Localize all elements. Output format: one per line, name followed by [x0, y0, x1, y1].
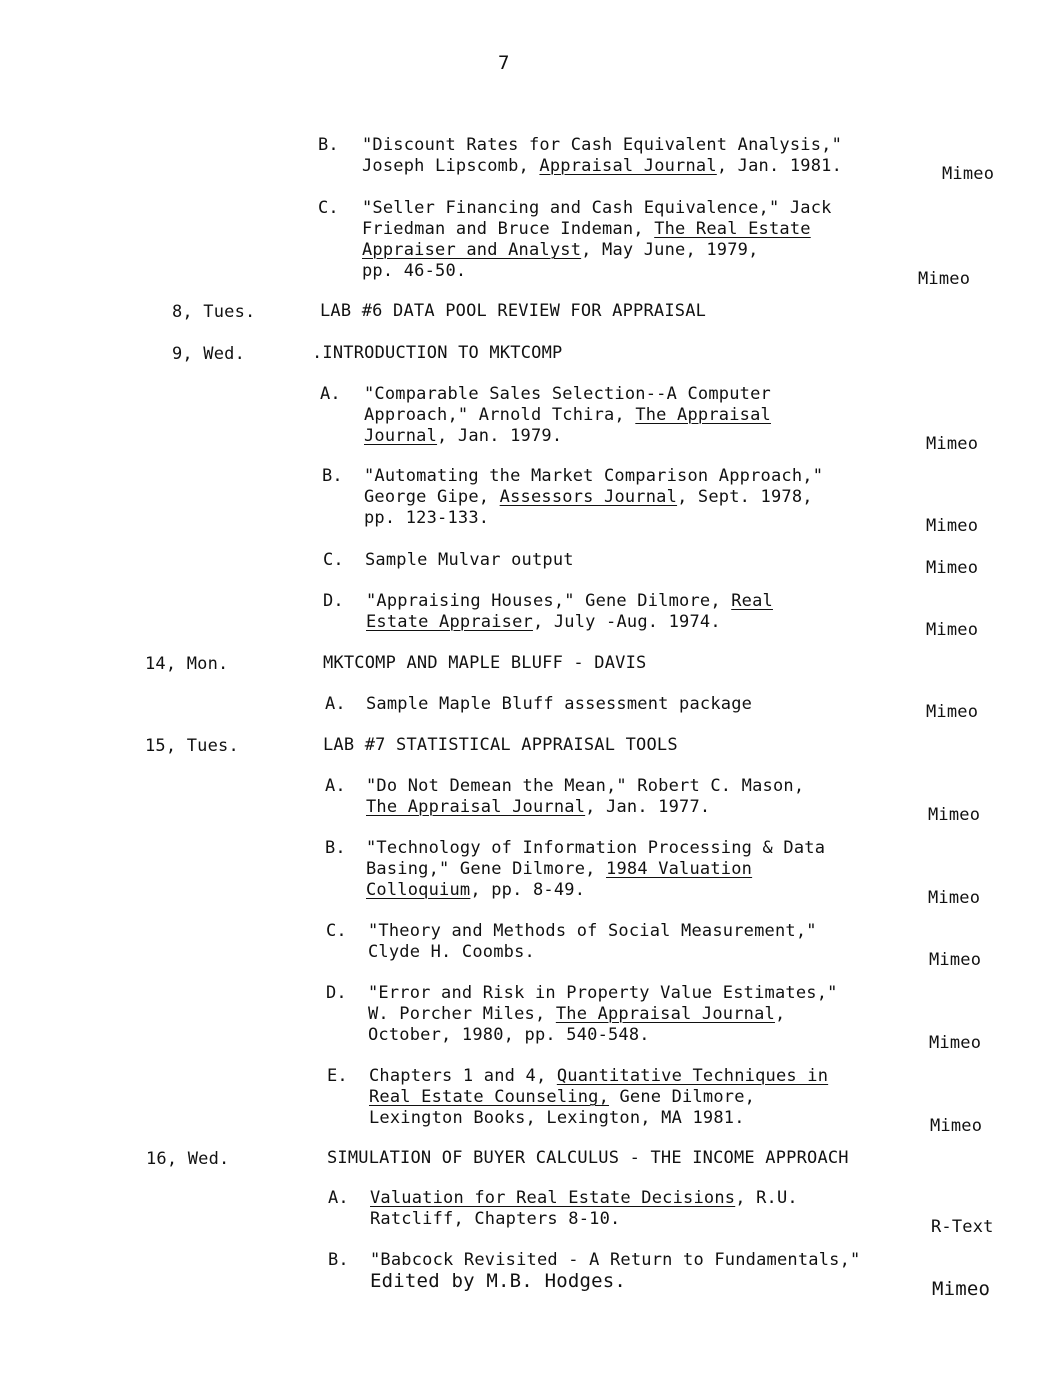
- citation-line: [368, 942, 535, 963]
- citation-line: [366, 776, 804, 797]
- item-letter: A.: [328, 1188, 349, 1208]
- session-date: 16, Wed.: [146, 1149, 230, 1169]
- page-number: 7: [498, 52, 510, 74]
- citation-text: "Error and Risk in Property Value Estimates,": [368, 983, 838, 1003]
- underlined-title: Quantitative Techniques in: [556, 1066, 829, 1086]
- source-type: Mimeo: [926, 516, 979, 536]
- underlined-title: Appraiser and Analyst: [362, 240, 582, 260]
- underlined-title: Estate Appraiser: [366, 612, 533, 632]
- item-letter: D.: [326, 983, 347, 1003]
- citation-text: , May June, 1979,: [581, 240, 759, 260]
- source-type: Mimeo: [918, 269, 971, 289]
- citation-text: Edited by M.B. Hodges.: [370, 1270, 627, 1292]
- citation-line: [366, 591, 773, 612]
- citation-line: [368, 1025, 650, 1046]
- citation-text: ,: [774, 1004, 786, 1024]
- citation-line: [364, 384, 771, 405]
- citation-line: [362, 219, 811, 240]
- item-letter: B.: [318, 135, 339, 155]
- citation-line: [364, 405, 771, 426]
- citation-line: [362, 156, 842, 177]
- citation-text: Lexington Books, Lexington, MA 1981.: [369, 1108, 745, 1128]
- underlined-title: Journal: [364, 426, 438, 446]
- item-letter: B.: [325, 838, 346, 858]
- source-type: Mimeo: [932, 1278, 991, 1300]
- citation-line: [366, 859, 752, 880]
- citation-text: George Gipe,: [364, 487, 500, 507]
- citation-line: [364, 426, 562, 447]
- citation-text: Friedman and Bruce Indeman,: [362, 219, 655, 239]
- citation-text: W. Porcher Miles,: [368, 1004, 556, 1024]
- citation-line: [369, 1108, 745, 1129]
- item-letter: C.: [326, 921, 347, 941]
- citation-text: "Comparable Sales Selection--A Computer: [364, 384, 771, 404]
- source-type: Mimeo: [926, 620, 979, 640]
- citation-line: [362, 198, 832, 219]
- item-letter: A.: [320, 384, 341, 404]
- citation-text: pp. 123-133.: [364, 508, 490, 528]
- citation-line: [370, 1209, 620, 1230]
- citation-text: Basing," Gene Dilmore,: [366, 859, 607, 879]
- source-type: Mimeo: [928, 805, 981, 825]
- source-type: R-Text: [931, 1217, 994, 1237]
- citation-text: "Appraising Houses," Gene Dilmore,: [366, 591, 732, 611]
- citation-line: [368, 1004, 785, 1025]
- source-type: Mimeo: [926, 558, 979, 578]
- citation-line: [368, 921, 817, 942]
- citation-text: October, 1980, pp. 540-548.: [368, 1025, 650, 1045]
- citation-text: Joseph Lipscomb,: [362, 156, 540, 176]
- citation-line: [366, 797, 710, 818]
- citation-text: Sample Mulvar output: [365, 550, 574, 570]
- citation-line: [362, 135, 842, 156]
- session-date: 14, Mon.: [145, 654, 229, 674]
- citation-text: Gene Dilmore,: [609, 1087, 756, 1107]
- session-date: 15, Tues.: [145, 736, 239, 756]
- session-heading: LAB #7 STATISTICAL APPRAISAL TOOLS: [323, 735, 678, 755]
- underlined-title: Valuation for Real Estate Decisions: [370, 1188, 736, 1208]
- citation-line: [365, 550, 574, 571]
- citation-line: [366, 694, 752, 715]
- citation-text: , Sept. 1978,: [677, 487, 813, 507]
- item-letter: A.: [325, 776, 346, 796]
- citation-line: [370, 1271, 626, 1292]
- session-date: 8, Tues.: [172, 302, 256, 322]
- item-letter: C.: [318, 198, 339, 218]
- item-letter: D.: [323, 591, 344, 611]
- citation-line: [369, 1087, 755, 1108]
- underlined-title: The Appraisal Journal: [555, 1004, 775, 1024]
- session-heading: SIMULATION OF BUYER CALCULUS - THE INCOME APPROACH: [327, 1148, 849, 1168]
- citation-text: , Jan. 1981.: [716, 156, 843, 176]
- session-heading: MKTCOMP AND MAPLE BLUFF - DAVIS: [323, 653, 647, 673]
- citation-text: , Jan. 1977.: [585, 797, 711, 817]
- source-type: Mimeo: [926, 434, 979, 454]
- citation-text: "Automating the Market Comparison Approach,": [364, 466, 824, 486]
- citation-text: Chapters 1 and 4,: [369, 1066, 557, 1086]
- citation-line: [364, 466, 823, 487]
- citation-text: Clyde H. Coombs.: [368, 942, 535, 962]
- underlined-title: 1984 Valuation: [606, 859, 753, 879]
- underlined-title: The Appraisal Journal: [366, 797, 586, 817]
- citation-text: "Theory and Methods of Social Measurement,": [368, 921, 817, 941]
- citation-line: [366, 612, 721, 633]
- underlined-title: The Real Estate: [654, 219, 811, 239]
- citation-text: Ratcliff, Chapters 8-10.: [370, 1209, 621, 1229]
- citation-text: , Jan. 1979.: [437, 426, 563, 446]
- source-type: Mimeo: [929, 950, 982, 970]
- underlined-title: Real Estate Counseling,: [369, 1087, 610, 1107]
- citation-text: Sample Maple Bluff assessment package: [366, 694, 753, 714]
- underlined-title: The Appraisal: [635, 405, 771, 425]
- citation-line: [370, 1250, 860, 1271]
- underlined-title: Real: [731, 591, 773, 611]
- citation-text: "Seller Financing and Cash Equivalence," Jack: [362, 198, 832, 218]
- session-date: 9, Wed.: [172, 344, 246, 364]
- citation-text: "Do Not Demean the Mean," Robert C. Mason,: [366, 776, 805, 796]
- underlined-title: Appraisal Journal: [539, 156, 717, 176]
- source-type: Mimeo: [929, 1033, 982, 1053]
- citation-line: [370, 1188, 798, 1209]
- source-type: Mimeo: [930, 1116, 983, 1136]
- item-letter: E.: [327, 1066, 348, 1086]
- citation-line: [364, 508, 489, 529]
- session-heading: .INTRODUCTION TO MKTCOMP: [312, 343, 563, 363]
- citation-line: [366, 880, 585, 901]
- underlined-title: Colloquium: [366, 880, 471, 900]
- citation-text: , R.U.: [735, 1188, 798, 1208]
- item-letter: B.: [328, 1250, 349, 1270]
- session-heading: LAB #6 DATA POOL REVIEW FOR APPRAISAL: [320, 301, 707, 321]
- citation-text: pp. 46-50.: [362, 261, 467, 281]
- source-type: Mimeo: [928, 888, 981, 908]
- citation-text: "Technology of Information Processing & Data: [366, 838, 826, 858]
- citation-text: "Babcock Revisited - A Return to Fundamentals,": [370, 1250, 861, 1270]
- citation-text: "Discount Rates for Cash Equivalent Analysis,": [362, 135, 843, 155]
- citation-line: [362, 261, 466, 282]
- citation-text: , pp. 8-49.: [470, 880, 586, 900]
- item-letter: B.: [322, 466, 343, 486]
- citation-line: [369, 1066, 828, 1087]
- citation-line: [362, 240, 759, 261]
- citation-line: [366, 838, 825, 859]
- source-type: Mimeo: [942, 164, 995, 184]
- citation-line: [364, 487, 813, 508]
- underlined-title: Assessors Journal: [499, 487, 678, 507]
- item-letter: A.: [325, 694, 346, 714]
- citation-line: [368, 983, 838, 1004]
- source-type: Mimeo: [926, 702, 979, 722]
- citation-text: , July -Aug. 1974.: [532, 612, 721, 632]
- citation-text: Approach," Arnold Tchira,: [364, 405, 636, 425]
- item-letter: C.: [323, 550, 344, 570]
